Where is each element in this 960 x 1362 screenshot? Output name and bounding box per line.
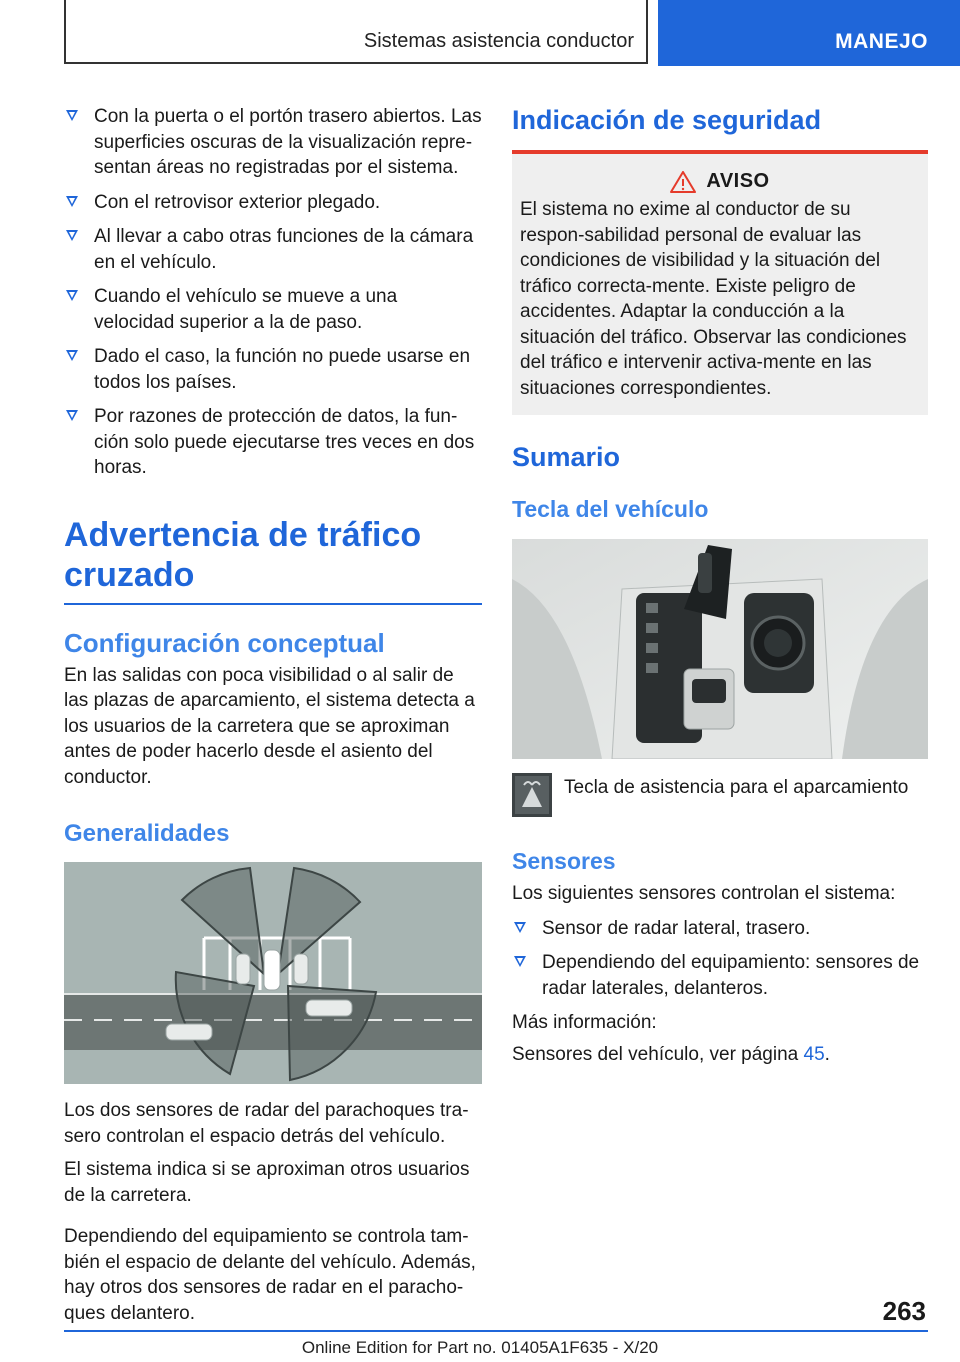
triangle-bullet-icon [66,110,78,121]
warning-label: AVISO [706,170,770,192]
left-column [64,104,482,1326]
page-link[interactable]: 45 [803,1043,825,1065]
more-info-label: Más información: [512,1012,657,1033]
warning-triangle-icon [670,171,696,193]
heading-rule [64,603,482,605]
triangle-bullet-icon [66,410,78,421]
sensors-list [512,916,928,1002]
warning-text: El sistema no exime al conductor de su respon-sabilidad personal de evaluar las condiciones de visibilidad y la situación del tráfico correcta-mente. Existe peligro de accidentes. Adaptar la conducción a la situación del tráfico. Observar las condiciones del tráfico e intervenir activa-mente en las situaciones correspondientes. [520,199,907,399]
list-item: Con el retrovisor exterior plegado. [64,190,482,216]
button-caption: Tecla de asistencia para el aparcamiento [564,777,909,798]
concept-text: En las salidas con poca visibilidad o al salir de las plazas de aparcamiento, el sistema detecta a los usuarios de la carretera que se aproximan antes de poder hacerlo desde el asiento del conductor. [64,664,475,788]
list-item: Cuando el vehículo se mueve a una velocidad superior a la de paso. [64,284,482,335]
general-heading: Generalidades [64,820,230,847]
page-number: 263 [882,1296,926,1326]
running-header [64,0,648,64]
chapter-tab [658,0,960,66]
summary-heading: Sumario [512,442,621,472]
right-column [512,104,928,1067]
triangle-bullet-icon [66,290,78,301]
list-item: Dado el caso, la función no puede usarse en todos los países. [64,344,482,395]
concept-heading: Configuración conceptual [64,627,385,658]
parking-assist-button-icon [512,773,552,817]
triangle-bullet-icon [514,922,526,933]
list-item: Dependiendo del equipamiento: sensores de radar laterales, delanteros. [512,950,928,1001]
chapter-heading: Advertencia de tráfico cruzado [64,515,422,594]
list-item: Por razones de protección de datos, la fun-ción solo puede ejecutarse tres veces en dos horas. [64,404,482,481]
list-item: Sensor de radar lateral, trasero. [512,916,928,942]
triangle-bullet-icon [66,196,78,207]
page-reference: Sensores del vehículo, ver página 45. [512,1043,830,1065]
edition-footer: Online Edition for Part no. 01405A1F635 - X/20 [301,1338,659,1357]
sensor-rear-text: Los dos sensores de radar del parachoques tra-sero controlan el espacio detrás del vehículo. [64,1100,469,1147]
button-heading: Tecla del vehículo [512,496,709,522]
center-console-photo [512,539,928,759]
list-item: Al llevar a cabo otras funciones de la cámara en el vehículo. [64,224,482,275]
button-caption-row [512,773,928,817]
triangle-bullet-icon [66,350,78,361]
section-title: Sistemas asistencia conductor [363,30,634,52]
system-indicate-text: El sistema indica si se aproximan otros usuarios de la carretera. [64,1159,470,1206]
sensors-heading: Sensores [512,848,616,874]
chapter-title: MANEJO [835,30,928,53]
sensors-intro: Los siguientes sensores controlan el sistema: [512,883,896,904]
triangle-bullet-icon [514,956,526,967]
list-item: Con la puerta o el portón trasero abiertos. Las superficies oscuras de la visualización repre-sentan áreas no registradas por el sistema. [64,104,482,181]
limitations-list [64,104,482,481]
cross-traffic-illustration [64,862,482,1084]
front-sensor-text: Dependiendo del equipamiento se controla tam-bién el espacio de delante del vehículo. Además, hay otros dos sensores de radar en el paracho-ques delantero. [64,1226,476,1324]
triangle-bullet-icon [66,230,78,241]
warning-box [512,150,928,415]
safety-heading: Indicación de seguridad [512,105,822,135]
footer-rule [64,1330,928,1332]
warning-header [520,170,920,193]
